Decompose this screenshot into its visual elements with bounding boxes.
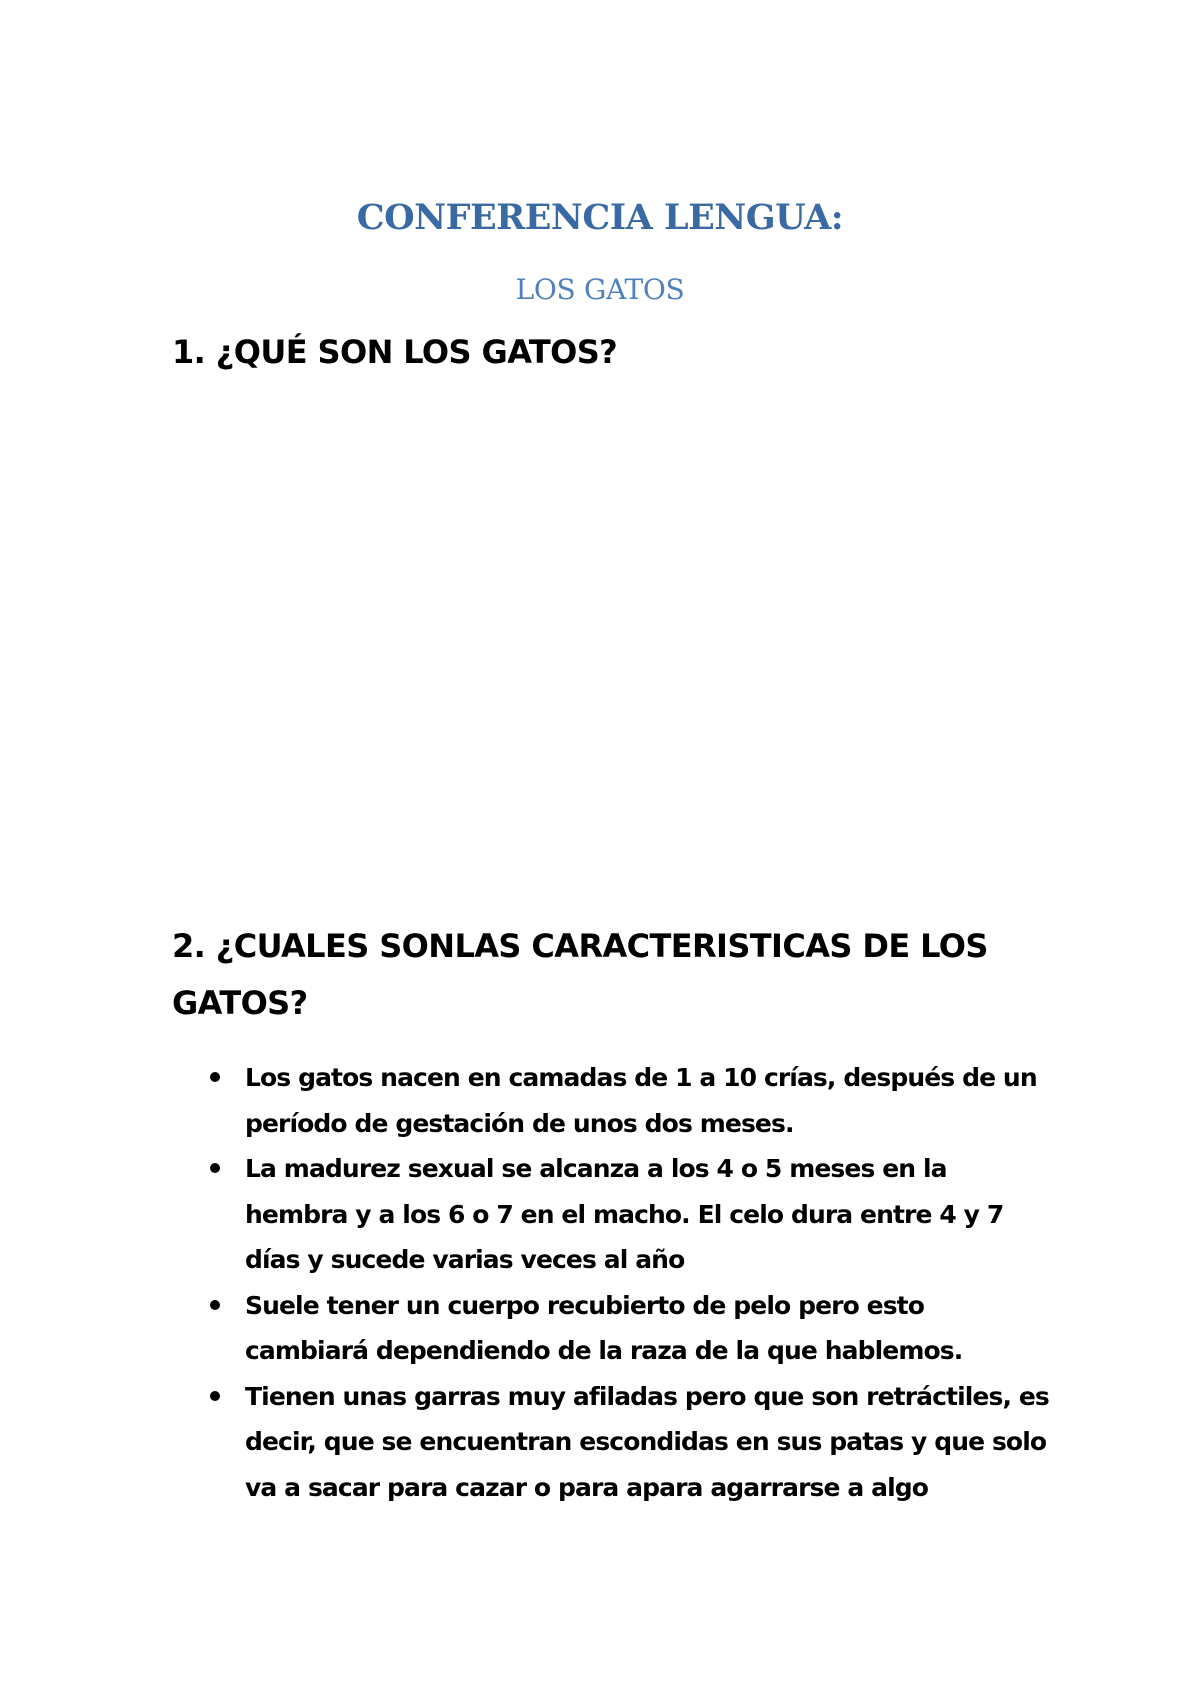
list-item-text: Tienen unas garras muy afiladas pero que son retráctiles, es decir, que se encuentran escondidas en sus patas y que solo va a sacar para cazar o para apara agarrarse a algo — [245, 1381, 1049, 1502]
list-item-text: La madurez sexual se alcanza a los 4 o 5 meses en la hembra y a los 6 o 7 en el macho. El celo dura entre 4 y 7 días y sucede varias veces al año — [245, 1154, 1004, 1274]
list-item — [172, 1374, 1052, 1511]
list-item — [172, 1283, 1052, 1374]
section-heading-2: 2. ¿CUALES SONLAS CARACTERISTICAS DE LOS GATOS? — [172, 927, 988, 1022]
list-item-text: Los gatos nacen en camadas de 1 a 10 crías, después de un período de gestación de unos dos meses. — [245, 1063, 1037, 1138]
bullet-icon — [210, 1163, 220, 1173]
section-heading-1: 1. ¿QUÉ SON LOS GATOS? — [172, 333, 618, 371]
list-item — [172, 1146, 1052, 1283]
bullet-icon — [210, 1072, 220, 1082]
characteristics-list — [172, 1055, 1052, 1510]
list-item — [172, 1055, 1052, 1146]
bullet-icon — [210, 1300, 220, 1310]
document-subtitle: LOS GATOS — [515, 273, 685, 306]
document-title: CONFERENCIA LENGUA: — [356, 197, 844, 238]
bullet-icon — [210, 1391, 220, 1401]
list-item-text: Suele tener un cuerpo recubierto de pelo pero esto cambiará dependiendo de la raza de la que hablemos. — [245, 1290, 963, 1365]
